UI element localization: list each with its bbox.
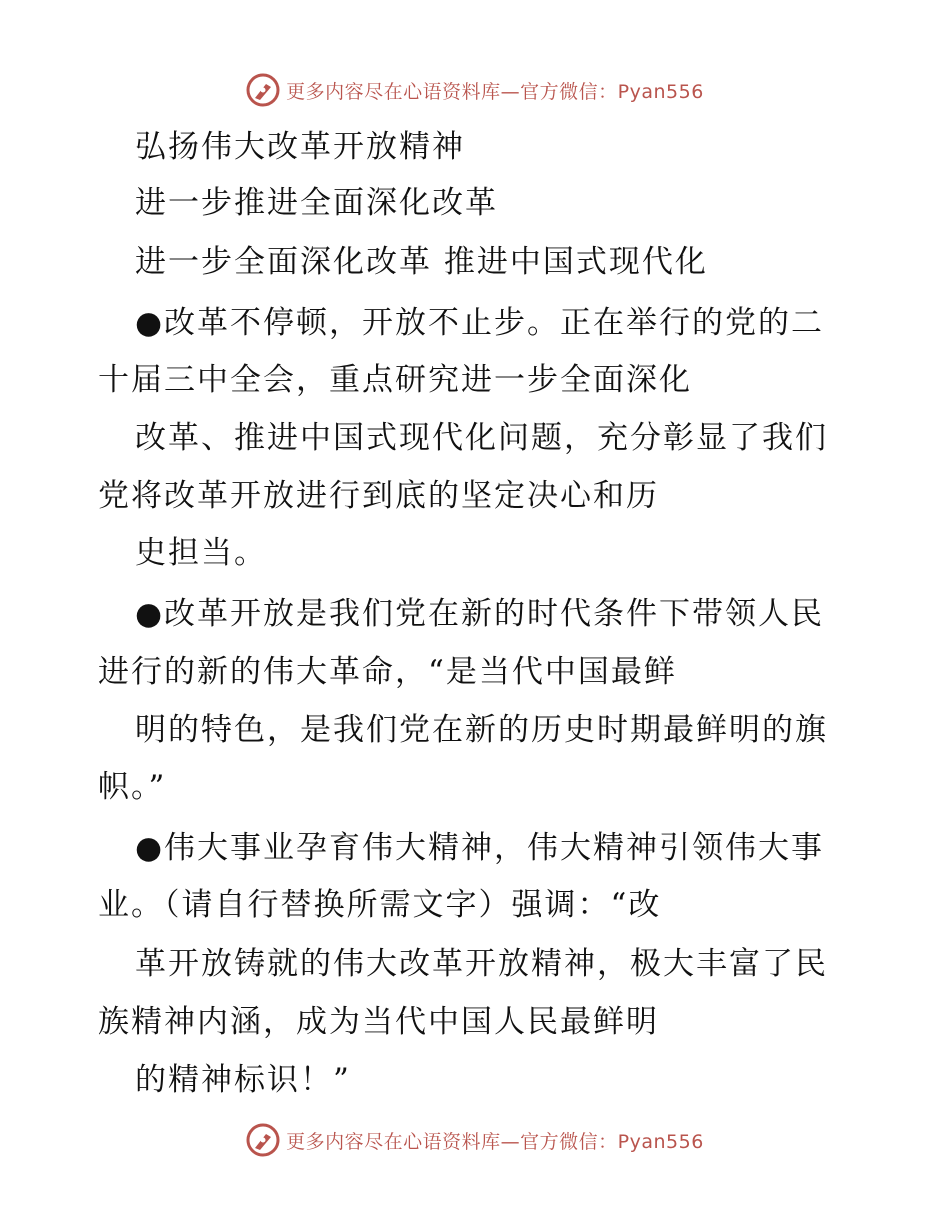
- paragraph-line: ●伟大事业孕育伟大精神，伟大精神引领伟大事: [135, 830, 825, 866]
- paragraph-line: 明的特色，是我们党在新的历史时期最鲜明的旗: [135, 712, 828, 748]
- title-line-3: 进一步全面深化改革 推进中国式现代化: [135, 244, 708, 280]
- paragraph-line: 党将改革开放进行到底的坚定决心和历: [98, 478, 659, 514]
- paragraph-line: 业。（请自行替换所需文字）强调：“改: [98, 887, 662, 923]
- paragraph-line: 改革、推进中国式现代化问题，充分彰显了我们: [135, 420, 828, 456]
- paragraph-line: 史担当。: [135, 535, 267, 571]
- paragraph-line: 革开放铸就的伟大改革开放精神，极大丰富了民: [135, 946, 828, 982]
- paragraph-line: 进行的新的伟大革命，“是当代中国最鲜: [98, 654, 677, 690]
- header-banner-text: 更多内容尽在心语资料库—官方微信：Pyan556: [286, 80, 704, 103]
- title-line-1: 弘扬伟大改革开放精神: [135, 129, 465, 165]
- footer-banner: [0, 1120, 950, 1160]
- paragraph-line: 十届三中全会，重点研究进一步全面深化: [98, 362, 692, 398]
- paragraph-line: ●改革不停顿，开放不止步。正在举行的党的二: [135, 305, 825, 341]
- footer-banner-text: 更多内容尽在心语资料库—官方微信：Pyan556: [286, 1130, 704, 1153]
- pen-nib-logo-icon: [246, 1123, 280, 1157]
- paragraph-line: 帜。”: [98, 769, 167, 805]
- paragraph-line: 族精神内涵，成为当代中国人民最鲜明: [98, 1004, 659, 1040]
- title-line-2: 进一步推进全面深化改革: [135, 185, 498, 221]
- header-banner: [0, 70, 950, 110]
- pen-nib-logo-icon: [246, 73, 280, 107]
- paragraph-line: 的精神标识！”: [135, 1062, 351, 1098]
- paragraph-line: ●改革开放是我们党在新的时代条件下带领人民: [135, 596, 825, 632]
